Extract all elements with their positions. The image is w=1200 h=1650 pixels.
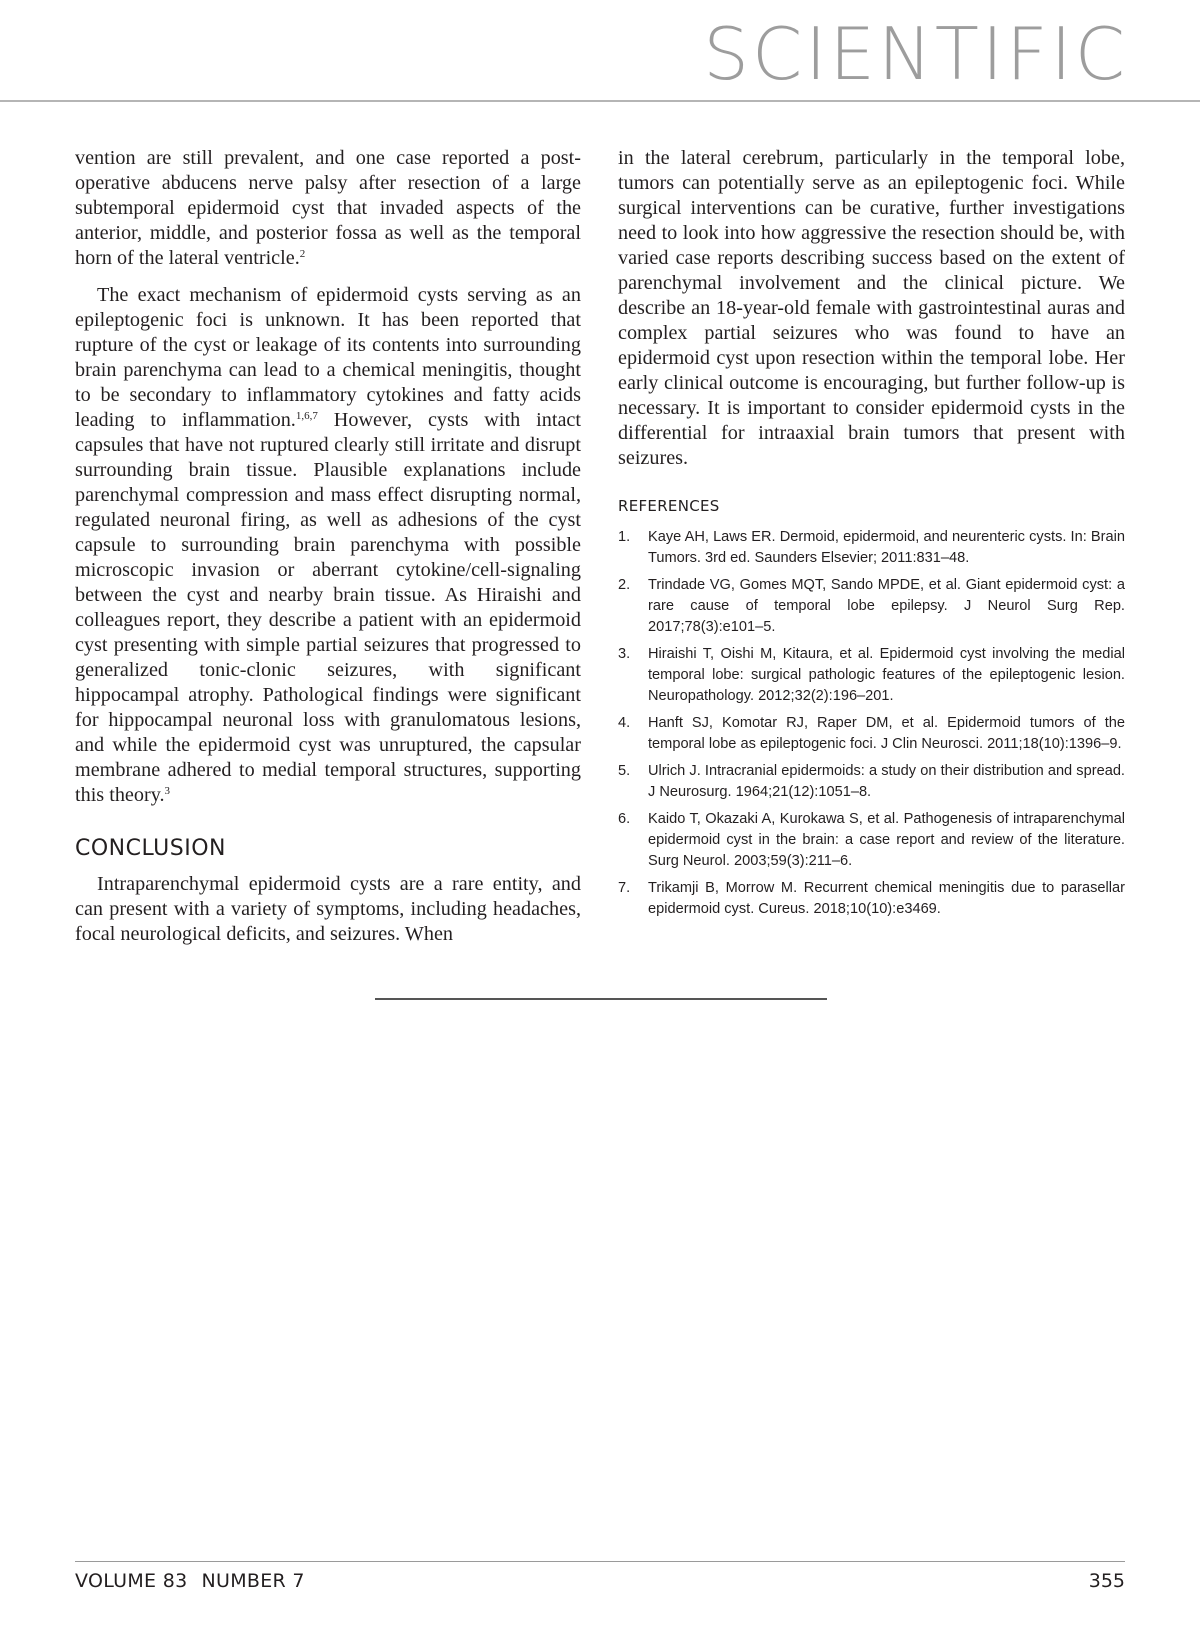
left-column <box>75 146 581 947</box>
paragraph-text: vention are still prevalent, and one case reported a post-operative abducens nerve palsy after resection of a large subtemporal epidermoid cyst that invaded aspects of the anterior, middle, and posterior fossa as well as the temporal horn of the lateral ventricle. <box>75 147 581 269</box>
paragraph-text: However, cysts with intact capsules that have not ruptured clearly still irritate and disrupt surrounding brain tissue. Plausible explanations include parenchymal compression and mass effect disrupting normal, regulated neuronal firing, as well as adhesions of the cyst capsule to surrounding brain parenchyma with possible microscopic invasion or aberrant cytokine/cell-signaling between the cyst and nearby brain tissue. As Hiraishi and colleagues report, they describe a patient with an epidermoid cyst presenting with simple partial seizures that progressed to generalized tonic-clonic seizures, with significant hippocampal atrophy. Pathological findings were significant for hippocampal neuronal loss with granulomatous lesions, and while the epidermoid cyst was unruptured, the capsular membrane adhered to medial temporal structures, supporting this theory. <box>75 409 581 806</box>
reference-item <box>618 575 1125 638</box>
reference-text: Trindade VG, Gomes MQT, Sando MPDE, et al. Giant epidermoid cyst: a rare cause of temporal lobe epilepsy. J Neurol Surg Rep. 2017;78(3):e101–5. <box>648 577 1125 635</box>
citation-superscript: 2 <box>299 248 306 260</box>
reference-item <box>618 809 1125 872</box>
reference-item <box>618 527 1125 569</box>
reference-number: 4. <box>618 715 631 731</box>
reference-number: 1. <box>618 529 631 545</box>
conclusion-paragraph: Intraparenchymal epidermoid cysts are a rare entity, and can present with a variety of symptoms, including headaches, focal neurological deficits, and seizures. When <box>75 873 581 946</box>
body-paragraph <box>75 146 581 271</box>
reference-text: Kaido T, Okazaki A, Kurokawa S, et al. Pathogenesis of intraparenchymal epidermoid cyst in the brain: a case report and review of the literature. Surg Neurol. 2003;59(3):211–6. <box>648 811 1125 869</box>
reference-item <box>618 713 1125 755</box>
reference-text: Trikamji B, Morrow M. Recurrent chemical meningitis due to parasellar epidermoid cyst. Cureus. 2018;10(10):e3469. <box>648 880 1125 917</box>
reference-item <box>618 878 1125 920</box>
reference-number: 6. <box>618 811 631 827</box>
page-number: 355 <box>1088 1570 1125 1592</box>
footer-issue <box>75 1570 305 1592</box>
references-list <box>618 527 1125 920</box>
reference-item <box>618 761 1125 803</box>
references-heading: REFERENCES <box>618 497 720 515</box>
paragraph-text: The exact mechanism of epidermoid cysts serving as an epileptogenic foci is unknown. It has been reported that rupture of the cyst or leakage of its contents into surrounding brain parenchyma can lead to a chemical meningitis, thought to be secondary to inflammatory cytokines and fatty acids leading to inflammation. <box>75 284 581 431</box>
reference-text: Hanft SJ, Komotar RJ, Raper DM, et al. Epidermoid tumors of the temporal lobe as epileptogenic foci. J Clin Neurosci. 2011;18(10):1396–9. <box>648 715 1125 752</box>
reference-item <box>618 644 1125 707</box>
reference-number: 3. <box>618 646 631 662</box>
footer-number: NUMBER 7 <box>201 1570 305 1592</box>
reference-number: 5. <box>618 763 631 779</box>
conclusion-paragraph-continued: in the lateral cerebrum, particularly in the temporal lobe, tumors can potentially serve as an epileptogenic foci. While surgical interventions can be curative, further investigations need to look into how aggressive the resection should be, with varied case reports describing success based on the extent of parenchymal involvement and the clinical picture. We describe an 18-year-old female with gastrointestinal auras and complex partial seizures who was found to have an epidermoid cyst upon resection within the temporal lobe. Her early clinical outcome is encouraging, but further follow-up is necessary. It is important to consider epidermoid cysts in the differential for intraaxial brain tumors that present with seizures. <box>618 147 1125 469</box>
conclusion-heading: CONCLUSION <box>75 836 226 861</box>
citation-superscript: 3 <box>164 785 171 797</box>
end-of-article-divider <box>375 998 827 1000</box>
footer-volume: VOLUME 83 <box>75 1570 188 1592</box>
header-divider <box>0 100 1200 102</box>
right-column <box>618 146 1125 926</box>
section-title: SCIENTIFIC <box>703 12 1128 96</box>
reference-text: Hiraishi T, Oishi M, Kitaura, et al. Epidermoid cyst involving the medial temporal lobe: surgical pathologic features of the epileptogenic lesion. Neuropathology. 2012;32(2):196–201. <box>648 646 1125 704</box>
reference-number: 7. <box>618 880 631 896</box>
reference-number: 2. <box>618 577 631 593</box>
footer-divider <box>75 1561 1125 1562</box>
citation-superscript: 1,6,7 <box>295 410 318 422</box>
reference-text: Ulrich J. Intracranial epidermoids: a study on their distribution and spread. J Neurosurg. 1964;21(12):1051–8. <box>648 763 1125 800</box>
body-paragraph <box>75 283 581 808</box>
reference-text: Kaye AH, Laws ER. Dermoid, epidermoid, and neurenteric cysts. In: Brain Tumors. 3rd ed. Saunders Elsevier; 2011:831–48. <box>648 529 1125 566</box>
